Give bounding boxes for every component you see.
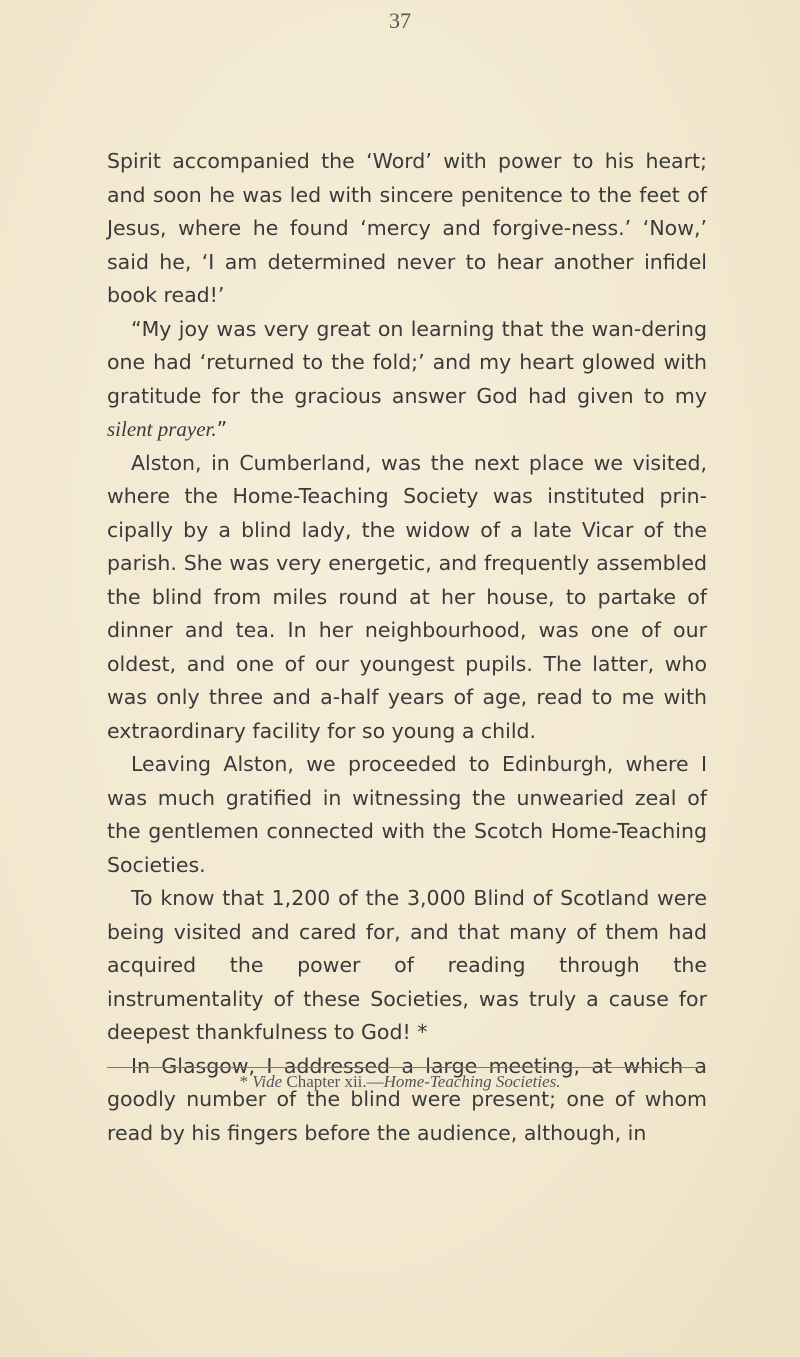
paragraph-2-close-quote: ”	[216, 417, 228, 441]
footnote	[0, 1072, 800, 1092]
paragraph-3: Alston, in Cumberland, was the next place we visited, where the Home-Teaching Society was instituted prin-cipally by a blind lady, the widow of a late Vicar of the parish. She was very energetic, and frequently assembled the blind from miles round at her house, to partake of dinner and tea. In her neighbourhood, was one of our oldest, and one of our youngest pupils. The latter, who was only three and a-half years of age, read to me with extraordinary facility for so young a child.	[107, 450, 707, 743]
paragraph-5: To know that 1,200 of the 3,000 Blind of Scotland were being visited and cared for, and that many of them had acquired the power of reading through the instrumentality of these Societies, was truly a cause for deepest thankfulness to God! *	[107, 886, 707, 1044]
paragraph-1: Spirit accompanied the ‘Word’ with power to his heart; and soon he was led with sincere penitence to the feet of Jesus, where he found ‘mercy and forgive-ness.’ ‘Now,’ said he, ‘I am determined never to hear another infidel book read!’	[107, 149, 707, 307]
footnote-chapter: Chapter xii.—	[282, 1072, 384, 1091]
page-number: 37	[389, 8, 411, 33]
footnote-vide: Vide	[252, 1072, 283, 1091]
footnote-title: Home-Teaching Societies.	[383, 1072, 561, 1091]
paragraph-2	[107, 313, 707, 447]
paragraph-6: In Glasgow, I addressed a large meeting, at which a goodly number of the blind were present; one of whom read by his fingers before the audience, although, in	[107, 1053, 707, 1145]
footnote-divider	[107, 1067, 704, 1068]
silent-prayer-emphasis: silent prayer.	[107, 417, 217, 441]
paragraph-2-text: “My joy was very great on learning that the wan-dering one had ‘returned to the fold;’ and my heart glowed with gratitude for the gracious answer God had given to my	[107, 316, 707, 408]
footnote-marker: *	[239, 1072, 253, 1091]
paragraph-4: Leaving Alston, we proceeded to Edinburgh, where I was much gratified in witnessing the unwearied zeal of the gentlemen connected with the Scotch Home-Teaching Societies.	[107, 752, 707, 877]
body-text	[107, 145, 707, 1150]
